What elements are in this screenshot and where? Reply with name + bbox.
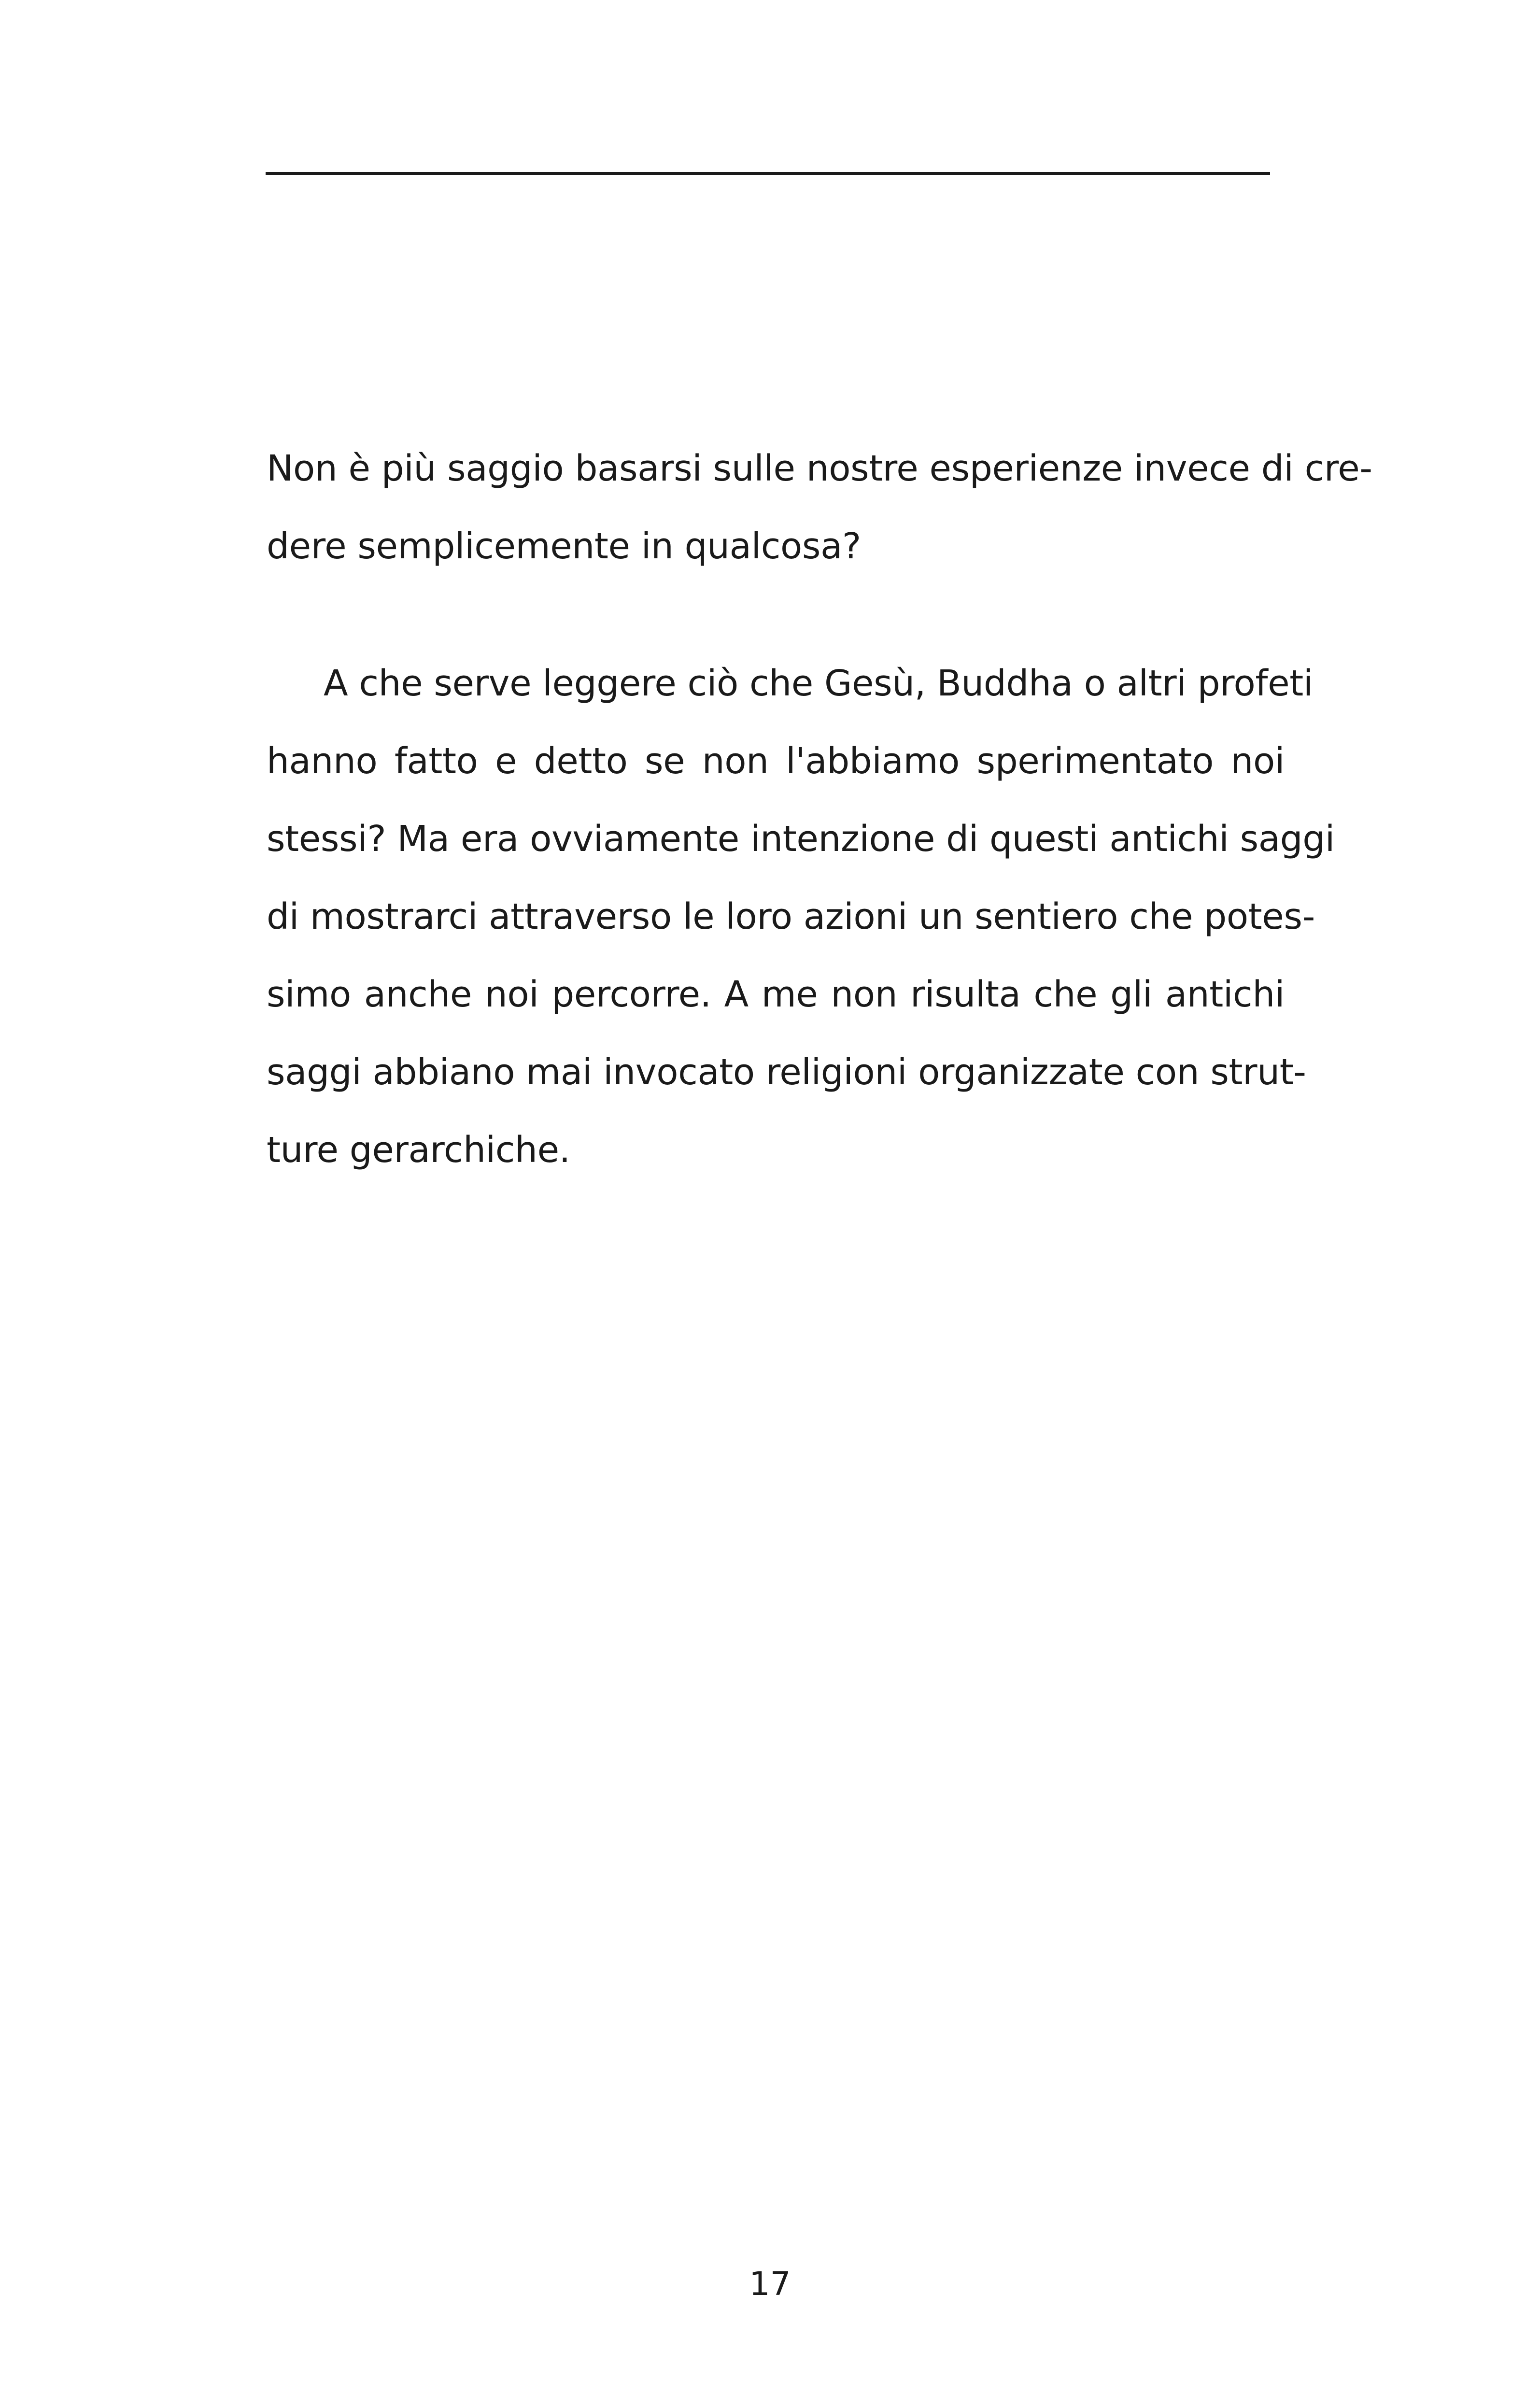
text-line: saggi abbiano mai invocato religioni organizzate con strut- (267, 1051, 1306, 1093)
text-line: dere semplicemente in qualcosa? (267, 525, 861, 567)
text-line: Non è più saggio basarsi sulle nostre esperienze invece di cre- (267, 448, 1372, 489)
text-line: stessi? Ma era ovviamente intenzione di questi antichi saggi (267, 818, 1335, 860)
header-rule (266, 172, 1270, 175)
paragraph-2 (267, 645, 1335, 1189)
text-line: ture gerarchiche. (267, 1129, 570, 1171)
paragraph-spacer (267, 585, 1285, 645)
text-line: A che serve leggere ciò che Gesù, Buddha o altri profeti (324, 663, 1313, 704)
text-line: hanno fatto e detto se non l'abbiamo sperimentato noi (267, 740, 1285, 782)
text-line: di mostrarci attraverso le loro azioni un sentiero che potes- (267, 896, 1315, 937)
page-number: 17 (749, 2265, 791, 2303)
paragraph-1 (267, 430, 1372, 585)
body-text (267, 430, 1372, 1189)
text-line: simo anche noi percorre. A me non risulta che gli antichi (267, 974, 1285, 1015)
